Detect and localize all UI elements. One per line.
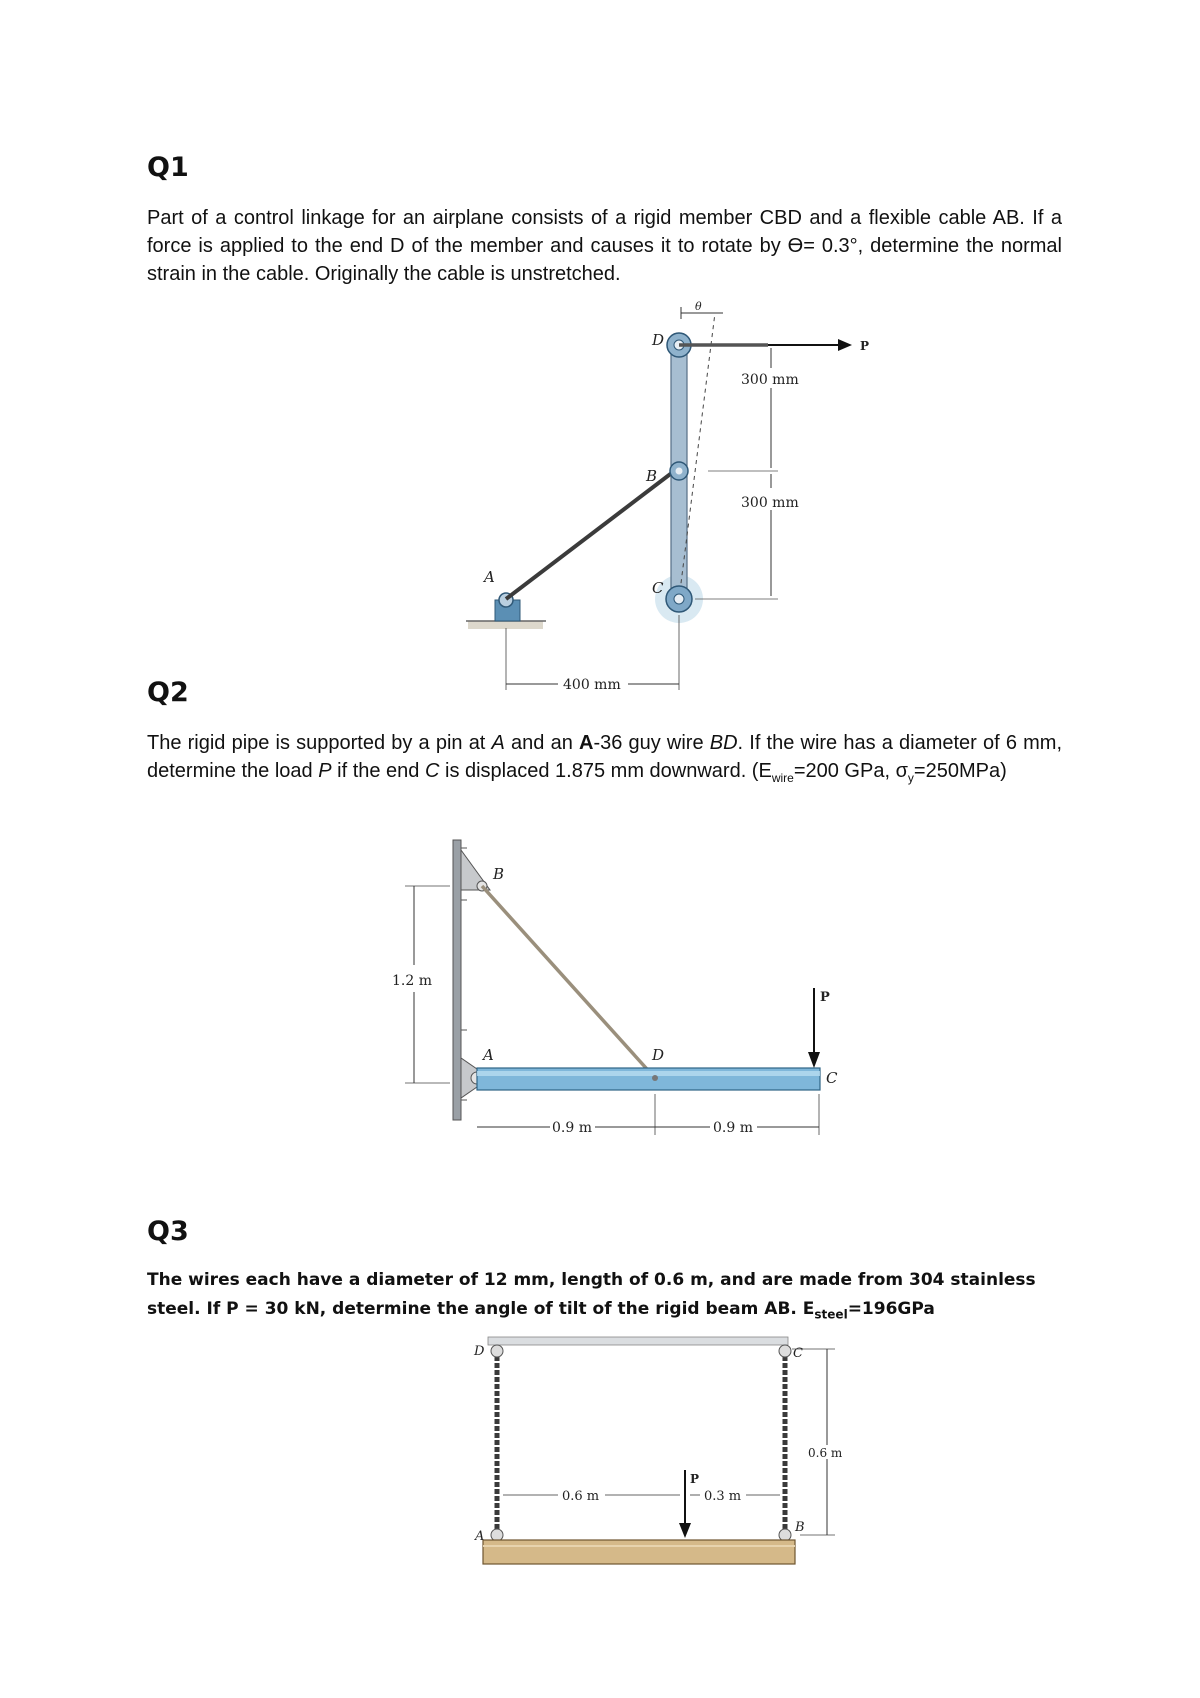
q1-title: Q1 bbox=[147, 152, 189, 183]
q3-label-p: P bbox=[690, 1472, 700, 1486]
q3-pin-b bbox=[779, 1529, 791, 1541]
q3-pin-a bbox=[491, 1529, 503, 1541]
q3-label-c: C bbox=[793, 1346, 803, 1361]
q1-pin-b-core bbox=[676, 468, 683, 475]
q1-cable-ab bbox=[506, 472, 673, 599]
q3-figure bbox=[460, 1335, 860, 1575]
q1-dim-bottom: 300 mm bbox=[741, 495, 799, 511]
q2-text: The rigid pipe is supported by a pin at A and an A-36 guy wire BD. If the wire has a diameter of 6 mm, determine the load P if the end C is displaced 1.875 mm downward. ($E_{wire}=200$ GPa, $\sigma_y=250MPa$) bbox=[147, 732, 1062, 785]
q1-figure bbox=[440, 298, 880, 698]
q3-dim-right: 0.3 m bbox=[704, 1489, 742, 1504]
q3-beam-ab bbox=[483, 1540, 795, 1564]
q3-ceiling bbox=[488, 1337, 788, 1345]
q1-label-b: B bbox=[646, 467, 658, 485]
q2-label-p: P bbox=[820, 990, 830, 1005]
q1-dim-horizontal: 400 mm bbox=[563, 677, 621, 693]
q2-arrow-p bbox=[808, 1052, 820, 1068]
q2-wall bbox=[453, 840, 461, 1120]
q1-label-c: C bbox=[652, 579, 664, 597]
q3-pin-d bbox=[491, 1345, 503, 1357]
q1-dim-top: 300 mm bbox=[741, 372, 799, 388]
q2-pipe-highlight bbox=[477, 1071, 820, 1076]
q2-wire-bd bbox=[482, 886, 655, 1078]
q3-dim-vertical: 0.6 m bbox=[808, 1446, 843, 1460]
q2-figure bbox=[380, 830, 880, 1150]
q3-text: The wires each have a diameter of 12 mm, length of 0.6 m, and are made from 304 stainless steel. If P = 30 kN, determine the angle of tilt of the rigid beam AB. $E_{steel}=196GPa$ bbox=[147, 1270, 1036, 1322]
q1-text: Part of a control linkage for an airplane consists of a rigid member CBD and a flexible cable AB. If a force is applied to the end D of the member and causes it to rotate by ϴ= 0.3°, determine the normal strain in the cable. Originally the cable is unstretched. bbox=[147, 207, 1062, 285]
q1-pin-c-core bbox=[674, 594, 684, 604]
q2-pin-d bbox=[652, 1075, 658, 1081]
q1-arrow-p bbox=[838, 339, 852, 351]
q2-dim-right: 0.9 m bbox=[713, 1120, 753, 1136]
q2-label-d: D bbox=[652, 1046, 665, 1064]
q3-label-d: D bbox=[474, 1344, 485, 1359]
q3-dim-left: 0.6 m bbox=[562, 1489, 600, 1504]
q3-title: Q3 bbox=[147, 1216, 189, 1247]
q1-label-theta: θ bbox=[695, 300, 702, 313]
q3-label-b: B bbox=[795, 1520, 805, 1535]
q2-dim-left: 0.9 m bbox=[552, 1120, 592, 1136]
q3-label-a: A bbox=[475, 1529, 485, 1544]
q2-label-a: A bbox=[483, 1046, 494, 1064]
q1-label-d: D bbox=[652, 331, 665, 349]
q3-pin-c bbox=[779, 1345, 791, 1357]
q1-label-p: P bbox=[860, 339, 870, 353]
q2-dim-vertical: 1.2 m bbox=[392, 973, 432, 989]
q2-label-b: B bbox=[493, 865, 505, 883]
q3-arrow-p bbox=[679, 1523, 691, 1538]
q2-label-c: C bbox=[826, 1069, 838, 1087]
q1-label-a: A bbox=[484, 568, 495, 586]
q2-title: Q2 bbox=[147, 677, 189, 708]
q1-ground bbox=[468, 621, 543, 629]
